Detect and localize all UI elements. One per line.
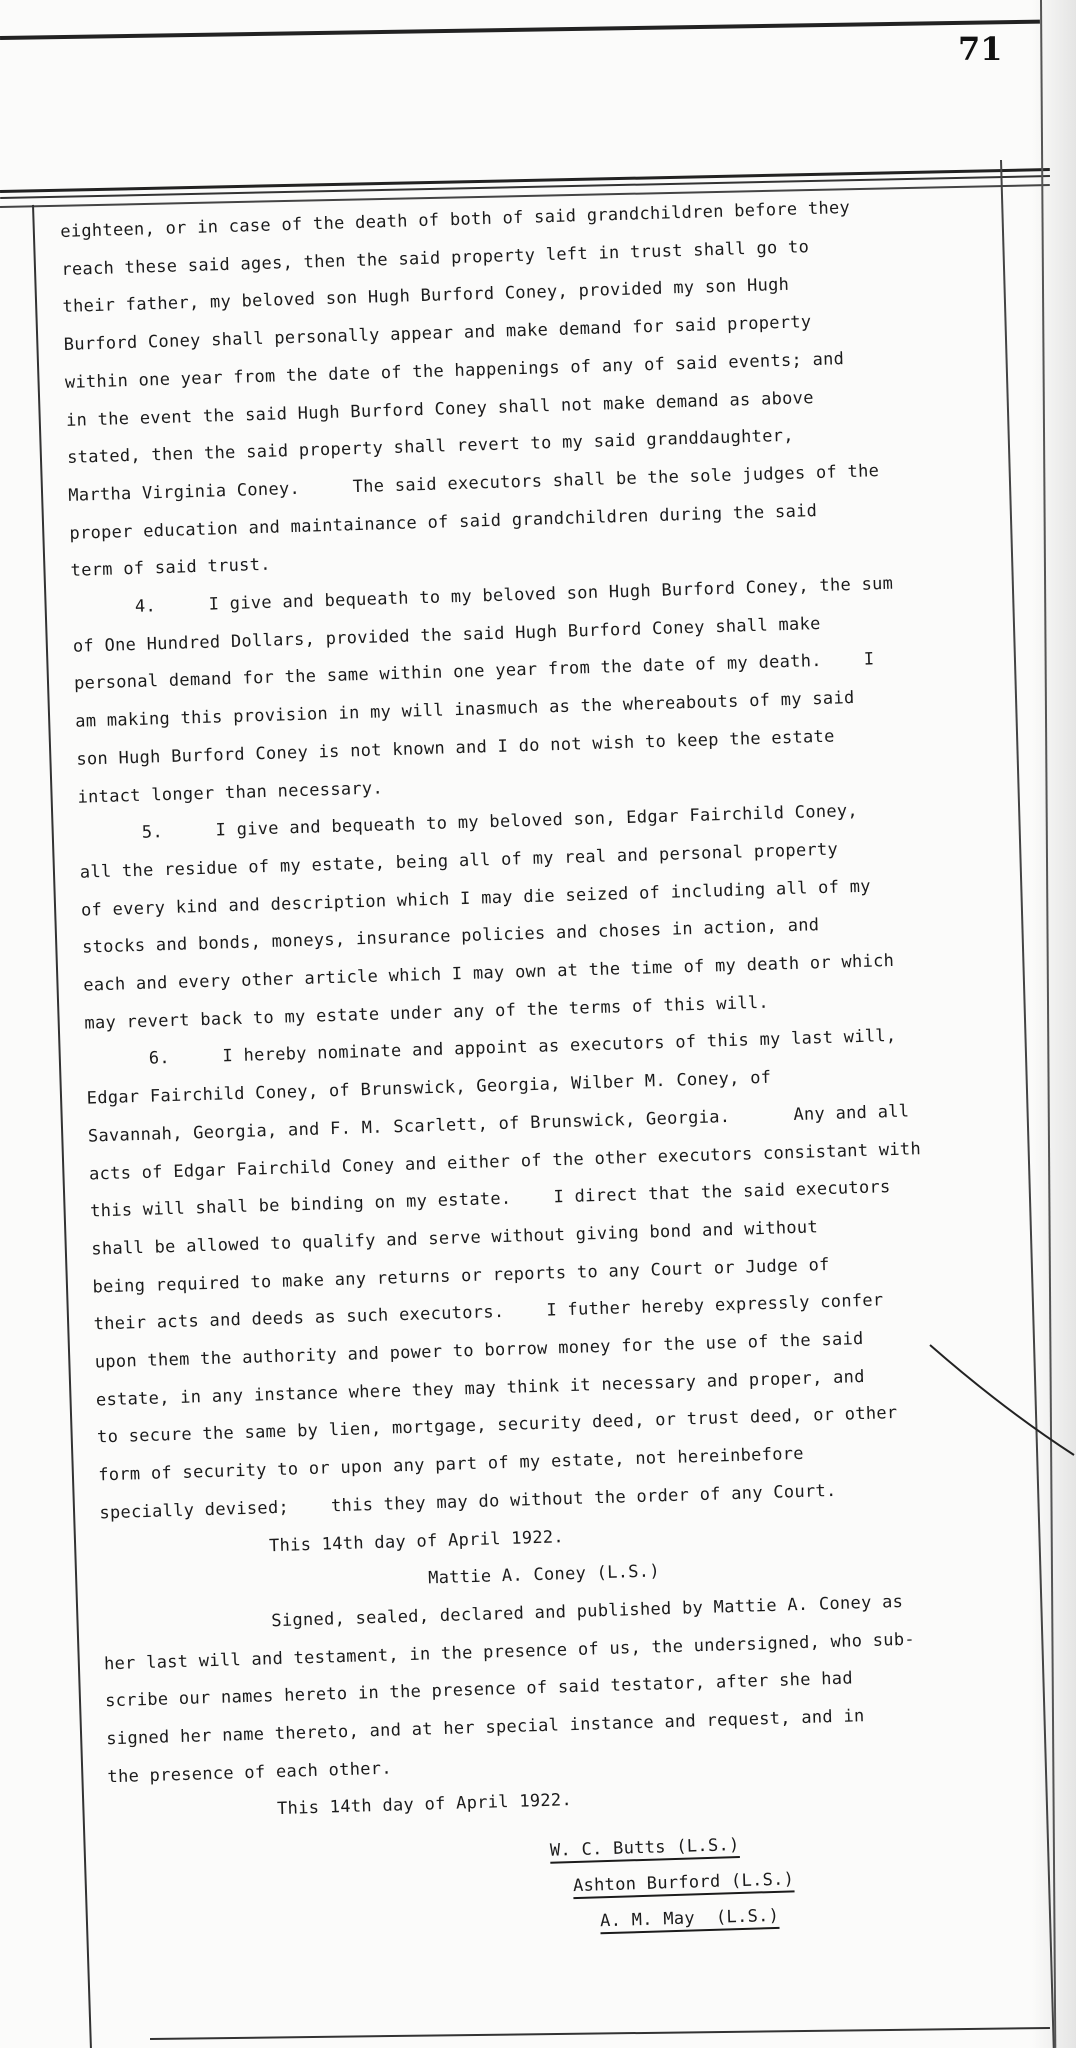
text-line: her last will and testament, in the presence of us, the undersigned, who sub- (103, 1629, 916, 1674)
text-line: in the event the said Hugh Burford Coney shall not make demand as above (65, 387, 815, 431)
text-line: stated, then the said property shall revert to my said granddaughter, (66, 425, 795, 469)
text-line: This 14th day of April 1922. (100, 1526, 565, 1561)
text-line: Savannah, Georgia, and F. M. Scarlett, of Brunswick, Georgia. Any and all (87, 1101, 910, 1147)
text-line: Martha Virginia Coney. The said executors shall be the sole judges of the (68, 460, 880, 506)
text-line: 6. I hereby nominate and appoint as executors of this my last will, (85, 1026, 897, 1071)
text-line: their father, my beloved son Hugh Burford Coney, provided my son Hugh (62, 275, 790, 318)
text-line: acts of Edgar Fairchild Coney and either of the other executors consistant with (88, 1138, 922, 1185)
text-line: Mattie A. Coney (L.S.) (101, 1561, 661, 1599)
text-line: shall be allowed to qualify and serve without giving bond and without (91, 1217, 819, 1260)
text-line: to secure the same by lien, mortgage, security deed, or trust deed, or other (96, 1403, 898, 1448)
text-line: their acts and deeds as such executors. I futher hereby expressly confer (93, 1290, 884, 1335)
text-line: being required to make any returns or reports to any Court or Judge of (92, 1254, 830, 1298)
text-line: specially devised; this they may do without the order of any Court. (99, 1480, 837, 1524)
text-line: personal demand for the same within one year from the date of my death. I (73, 649, 875, 695)
witness-signature: A. M. May (L.S.) (599, 1905, 780, 1932)
text-line: all the residue of my estate, being all of my real and personal property (79, 839, 839, 883)
text-line: intact longer than necessary. (77, 777, 384, 808)
text-line: scribe our names hereto in the presence of said testator, after she had (104, 1668, 854, 1712)
text-line: 4. I give and bequeath to my beloved son Hugh Burford Coney, the sum (71, 573, 894, 619)
text-line: stocks and bonds, moneys, insurance policies and choses in action, and (81, 915, 820, 958)
text-line: signed her name thereto, and at her special instance and request, and in (106, 1706, 865, 1750)
text-line: son Hugh Burford Coney is not known and I do not wish to keep the estate (76, 726, 835, 770)
text-line: each and every other article which I may own at the time of my death or which (83, 950, 895, 996)
text-line: upon them the authority and power to borrow money for the use of the said (94, 1328, 864, 1373)
text-line: Edgar Fairchild Coney, of Brunswick, Georgia, Wilber M. Coney, of (86, 1067, 772, 1109)
text-line: estate, in any instance where they may think it necessary and proper, and (95, 1366, 865, 1411)
text-line: am making this provision in my will inasmuch as the whereabouts of my said (74, 688, 855, 732)
page-number: 71 (958, 30, 1003, 68)
text-line: reach these said ages, then the said property left in trust shall go to (61, 236, 810, 280)
text-line: eighteen, or in case of the death of both of said grandchildren before they (60, 197, 851, 242)
text-line: may revert back to my estate under any of the terms of this will. (84, 992, 770, 1034)
text-line: this will shall be binding on my estate. I direct that the said executors (89, 1177, 891, 1222)
text-line: within one year from the date of the happenings of any of said events; and (64, 348, 845, 393)
text-line: Burford Coney shall personally appear and make demand for said property (63, 312, 812, 356)
text-line: of One Hundred Dollars, provided the said Hugh Burford Coney shall make (72, 613, 821, 657)
witness-signature: Ashton Burford (L.S.) (572, 1869, 795, 1897)
text-line: This 14th day of April 1922. (108, 1790, 573, 1825)
text-line: term of said trust. (70, 555, 272, 582)
text-line: the presence of each other. (107, 1758, 393, 1787)
text-line: Signed, sealed, declared and published by Mattie A. Coney as (102, 1591, 904, 1637)
text-line: of every kind and description which I may die seized of including all of my (80, 876, 872, 921)
text-line: proper education and maintainance of said grandchildren during the said (69, 500, 818, 544)
witness-signature: W. C. Butts (L.S.) (549, 1835, 740, 1861)
text-line: form of security to or upon any part of my estate, not hereinbefore (97, 1443, 805, 1486)
text-line: 5. I give and bequeath to my beloved son, Edgar Fairchild Coney, (78, 801, 859, 845)
